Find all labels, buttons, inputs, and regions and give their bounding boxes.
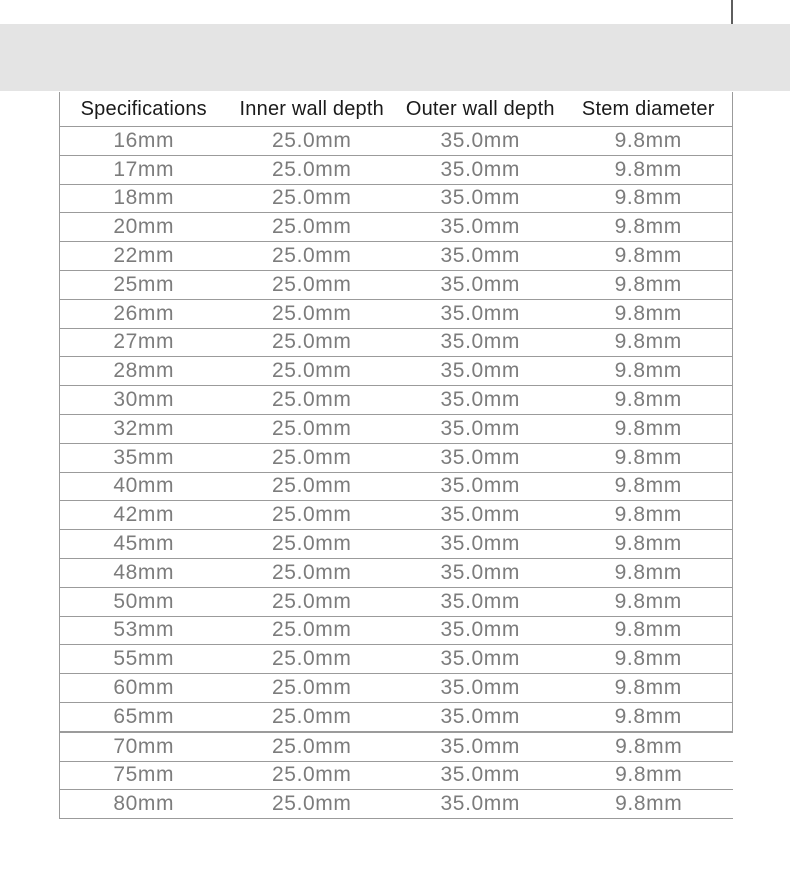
table-row bbox=[59, 213, 733, 242]
spec-cell-specification: 70mm bbox=[59, 732, 228, 762]
spec-table bbox=[59, 92, 733, 819]
table-row bbox=[59, 617, 733, 646]
spec-cell-outer-wall-depth: 35.0mm bbox=[396, 185, 565, 214]
spec-cell-outer-wall-depth: 35.0mm bbox=[396, 386, 565, 415]
spec-cell-specification: 30mm bbox=[59, 386, 228, 415]
spec-cell-specification: 27mm bbox=[59, 329, 228, 358]
spec-cell-stem-diameter: 9.8mm bbox=[565, 473, 734, 502]
spec-cell-specification: 22mm bbox=[59, 242, 228, 271]
table-row bbox=[59, 444, 733, 473]
column-header-inner-wall-depth: Inner wall depth bbox=[228, 92, 397, 127]
spec-cell-inner-wall-depth: 25.0mm bbox=[228, 386, 397, 415]
table-row bbox=[59, 473, 733, 502]
spec-cell-specification: 53mm bbox=[59, 617, 228, 646]
spec-cell-stem-diameter: 9.8mm bbox=[565, 271, 734, 300]
spec-cell-outer-wall-depth: 35.0mm bbox=[396, 242, 565, 271]
spec-cell-inner-wall-depth: 25.0mm bbox=[228, 732, 397, 762]
spec-cell-outer-wall-depth: 35.0mm bbox=[396, 645, 565, 674]
top-banner bbox=[0, 24, 790, 91]
table-row bbox=[59, 127, 733, 156]
spec-cell-specification: 16mm bbox=[59, 127, 228, 156]
spec-cell-stem-diameter: 9.8mm bbox=[565, 762, 734, 791]
spec-cell-stem-diameter: 9.8mm bbox=[565, 501, 734, 530]
table-row bbox=[59, 645, 733, 674]
spec-cell-stem-diameter: 9.8mm bbox=[565, 357, 734, 386]
spec-cell-specification: 42mm bbox=[59, 501, 228, 530]
spec-cell-stem-diameter: 9.8mm bbox=[565, 386, 734, 415]
spec-cell-inner-wall-depth: 25.0mm bbox=[228, 703, 397, 732]
table-row bbox=[59, 156, 733, 185]
table-row bbox=[59, 703, 733, 732]
spec-cell-inner-wall-depth: 25.0mm bbox=[228, 559, 397, 588]
spec-cell-outer-wall-depth: 35.0mm bbox=[396, 732, 565, 762]
spec-cell-specification: 17mm bbox=[59, 156, 228, 185]
spec-cell-outer-wall-depth: 35.0mm bbox=[396, 559, 565, 588]
spec-cell-specification: 65mm bbox=[59, 703, 228, 732]
spec-cell-outer-wall-depth: 35.0mm bbox=[396, 617, 565, 646]
spec-cell-specification: 60mm bbox=[59, 674, 228, 703]
table-row bbox=[59, 185, 733, 214]
spec-cell-stem-diameter: 9.8mm bbox=[565, 674, 734, 703]
spec-cell-inner-wall-depth: 25.0mm bbox=[228, 213, 397, 242]
spec-cell-outer-wall-depth: 35.0mm bbox=[396, 530, 565, 559]
spec-cell-specification: 45mm bbox=[59, 530, 228, 559]
spec-cell-inner-wall-depth: 25.0mm bbox=[228, 588, 397, 617]
spec-cell-stem-diameter: 9.8mm bbox=[565, 185, 734, 214]
spec-cell-specification: 26mm bbox=[59, 300, 228, 329]
header-row bbox=[59, 92, 733, 127]
column-header-stem-diameter: Stem diameter bbox=[565, 92, 734, 127]
spec-cell-outer-wall-depth: 35.0mm bbox=[396, 127, 565, 156]
spec-cell-inner-wall-depth: 25.0mm bbox=[228, 501, 397, 530]
spec-cell-inner-wall-depth: 25.0mm bbox=[228, 329, 397, 358]
spec-cell-inner-wall-depth: 25.0mm bbox=[228, 300, 397, 329]
spec-cell-outer-wall-depth: 35.0mm bbox=[396, 790, 565, 819]
spec-cell-inner-wall-depth: 25.0mm bbox=[228, 617, 397, 646]
spec-cell-outer-wall-depth: 35.0mm bbox=[396, 762, 565, 791]
spec-cell-inner-wall-depth: 25.0mm bbox=[228, 674, 397, 703]
spec-cell-outer-wall-depth: 35.0mm bbox=[396, 588, 565, 617]
table-row bbox=[59, 501, 733, 530]
spec-cell-outer-wall-depth: 35.0mm bbox=[396, 501, 565, 530]
spec-cell-stem-diameter: 9.8mm bbox=[565, 415, 734, 444]
spec-cell-specification: 55mm bbox=[59, 645, 228, 674]
spec-cell-stem-diameter: 9.8mm bbox=[565, 617, 734, 646]
spec-cell-specification: 28mm bbox=[59, 357, 228, 386]
table-row bbox=[59, 271, 733, 300]
spec-table-body bbox=[59, 127, 733, 819]
spec-cell-stem-diameter: 9.8mm bbox=[565, 213, 734, 242]
spec-cell-stem-diameter: 9.8mm bbox=[565, 559, 734, 588]
spec-cell-stem-diameter: 9.8mm bbox=[565, 156, 734, 185]
spec-cell-inner-wall-depth: 25.0mm bbox=[228, 127, 397, 156]
spec-cell-inner-wall-depth: 25.0mm bbox=[228, 530, 397, 559]
table-row bbox=[59, 300, 733, 329]
spec-cell-specification: 75mm bbox=[59, 762, 228, 791]
spec-cell-stem-diameter: 9.8mm bbox=[565, 645, 734, 674]
table-row bbox=[59, 329, 733, 358]
image-edge-line bbox=[731, 0, 733, 24]
spec-cell-specification: 20mm bbox=[59, 213, 228, 242]
table-row bbox=[59, 415, 733, 444]
spec-cell-specification: 80mm bbox=[59, 790, 228, 819]
table-row bbox=[59, 357, 733, 386]
spec-cell-outer-wall-depth: 35.0mm bbox=[396, 473, 565, 502]
spec-cell-specification: 25mm bbox=[59, 271, 228, 300]
table-row bbox=[59, 559, 733, 588]
spec-cell-stem-diameter: 9.8mm bbox=[565, 732, 734, 762]
spec-cell-outer-wall-depth: 35.0mm bbox=[396, 674, 565, 703]
column-header-specifications: Specifications bbox=[59, 92, 228, 127]
spec-cell-stem-diameter: 9.8mm bbox=[565, 242, 734, 271]
table-row bbox=[59, 790, 733, 819]
spec-cell-inner-wall-depth: 25.0mm bbox=[228, 473, 397, 502]
spec-cell-outer-wall-depth: 35.0mm bbox=[396, 271, 565, 300]
spec-cell-inner-wall-depth: 25.0mm bbox=[228, 762, 397, 791]
spec-cell-specification: 18mm bbox=[59, 185, 228, 214]
spec-table-head bbox=[59, 92, 733, 127]
spec-cell-specification: 32mm bbox=[59, 415, 228, 444]
spec-cell-outer-wall-depth: 35.0mm bbox=[396, 213, 565, 242]
spec-cell-stem-diameter: 9.8mm bbox=[565, 329, 734, 358]
spec-cell-specification: 35mm bbox=[59, 444, 228, 473]
spec-cell-outer-wall-depth: 35.0mm bbox=[396, 415, 565, 444]
spec-cell-stem-diameter: 9.8mm bbox=[565, 530, 734, 559]
spec-cell-stem-diameter: 9.8mm bbox=[565, 703, 734, 732]
spec-cell-inner-wall-depth: 25.0mm bbox=[228, 444, 397, 473]
spec-cell-stem-diameter: 9.8mm bbox=[565, 127, 734, 156]
table-row bbox=[59, 242, 733, 271]
spec-cell-outer-wall-depth: 35.0mm bbox=[396, 444, 565, 473]
spec-cell-outer-wall-depth: 35.0mm bbox=[396, 329, 565, 358]
spec-cell-stem-diameter: 9.8mm bbox=[565, 588, 734, 617]
spec-cell-inner-wall-depth: 25.0mm bbox=[228, 415, 397, 444]
table-row bbox=[59, 732, 733, 762]
spec-cell-outer-wall-depth: 35.0mm bbox=[396, 357, 565, 386]
spec-cell-inner-wall-depth: 25.0mm bbox=[228, 271, 397, 300]
spec-cell-inner-wall-depth: 25.0mm bbox=[228, 185, 397, 214]
spec-cell-inner-wall-depth: 25.0mm bbox=[228, 357, 397, 386]
spec-cell-outer-wall-depth: 35.0mm bbox=[396, 156, 565, 185]
spec-cell-outer-wall-depth: 35.0mm bbox=[396, 300, 565, 329]
spec-cell-inner-wall-depth: 25.0mm bbox=[228, 156, 397, 185]
table-row bbox=[59, 530, 733, 559]
spec-cell-specification: 48mm bbox=[59, 559, 228, 588]
spec-cell-inner-wall-depth: 25.0mm bbox=[228, 645, 397, 674]
spec-cell-inner-wall-depth: 25.0mm bbox=[228, 242, 397, 271]
table-row bbox=[59, 674, 733, 703]
table-row bbox=[59, 386, 733, 415]
spec-cell-specification: 50mm bbox=[59, 588, 228, 617]
spec-cell-stem-diameter: 9.8mm bbox=[565, 300, 734, 329]
table-row bbox=[59, 588, 733, 617]
spec-cell-outer-wall-depth: 35.0mm bbox=[396, 703, 565, 732]
spec-cell-stem-diameter: 9.8mm bbox=[565, 444, 734, 473]
table-row bbox=[59, 762, 733, 791]
spec-cell-inner-wall-depth: 25.0mm bbox=[228, 790, 397, 819]
spec-cell-specification: 40mm bbox=[59, 473, 228, 502]
column-header-outer-wall-depth: Outer wall depth bbox=[396, 92, 565, 127]
spec-cell-stem-diameter: 9.8mm bbox=[565, 790, 734, 819]
